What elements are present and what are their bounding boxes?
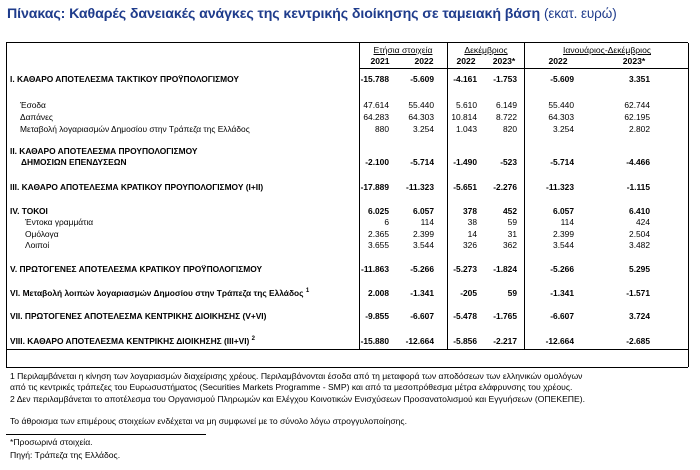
column-separator <box>524 43 525 349</box>
header-rule <box>359 68 688 69</box>
row-label: VII. ΠΡΩΤΟΓΕΝΕΣ ΑΠΟΤΕΛΕΣΜΑ ΚΕΝΤΡΙΚΗΣ ΔΙΟΙΚΗΣΗΣ (V+VI) <box>10 311 267 321</box>
cell-value: 3.724 <box>629 311 650 321</box>
cell-value: 2.008 <box>368 288 389 298</box>
cell-value: 38 <box>467 217 477 227</box>
title-text: Πίνακας: Καθαρές δανειακές ανάγκες της κεντρικής διοίκησης σε ταμειακή βάση <box>7 6 541 22</box>
row-label: III. ΚΑΘΑΡΟ ΑΠΟΤΕΛΕΣΜΑ ΚΡΑΤΙΚΟΥ ΠΡΟΥΠΟΛΟΓΙΣΜΟΥ (I+II) <box>10 182 264 192</box>
cell-value: 59 <box>507 217 517 227</box>
cell-value: 114 <box>560 217 574 227</box>
row-label: II. ΚΑΘΑΡΟ ΑΠΟΤΕΛΕΣΜΑ ΠΡΟΥΠΟΛΟΓΙΣΜΟΥ <box>10 146 198 156</box>
cell-value: -4.161 <box>453 74 477 84</box>
cell-value: 5.295 <box>629 264 650 274</box>
cell-value: 8.722 <box>496 112 517 122</box>
cell-value: 3.482 <box>629 240 650 250</box>
cell-value: 62.195 <box>624 112 650 122</box>
cell-value: -1.490 <box>453 157 477 167</box>
cell-value: 326 <box>463 240 477 250</box>
cell-value: 3.544 <box>413 240 434 250</box>
cell-value: 114 <box>420 217 434 227</box>
table-row <box>0 157 700 168</box>
table-row <box>0 74 700 85</box>
cell-value: -2.276 <box>493 182 517 192</box>
table-row <box>0 206 700 217</box>
cell-value: 362 <box>503 240 517 250</box>
table-row <box>0 182 700 193</box>
cell-value: -1.341 <box>410 288 434 298</box>
table-row <box>0 217 700 228</box>
cell-value: -5.714 <box>550 157 574 167</box>
row-label: Ομόλογα <box>25 229 59 239</box>
cell-value: -6.607 <box>410 311 434 321</box>
header-jan-dec: Ιανουάριος-Δεκέμβριος <box>563 45 651 55</box>
provisional-note: *Προσωρινά στοιχεία. <box>10 437 93 447</box>
cell-value: -1.753 <box>493 74 517 84</box>
title-unit: (εκατ. ευρώ) <box>543 6 617 21</box>
header-annual: Ετήσια στοιχεία <box>373 45 433 55</box>
cell-value: -11.323 <box>406 182 434 192</box>
cell-value: 820 <box>503 124 517 134</box>
cell-value: 31 <box>507 229 517 239</box>
cell-value: 64.283 <box>363 112 389 122</box>
cell-value: -5.273 <box>453 264 477 274</box>
source-note: Πηγή: Τράπεζα της Ελλάδος. <box>10 450 121 460</box>
cell-value: 2.399 <box>553 229 574 239</box>
cell-value: 55.440 <box>408 100 434 110</box>
row-label-text: VI. Μεταβολή λοιπών λογαριασμών Δημοσίου στην Τράπεζα της Ελλάδος <box>10 288 304 298</box>
cell-value: 62.744 <box>624 100 650 110</box>
cell-value: 10.814 <box>451 112 477 122</box>
row-label <box>10 288 309 298</box>
cell-value: -523 <box>500 157 517 167</box>
cell-value: -12.664 <box>545 336 574 346</box>
cell-value: -5.856 <box>453 336 477 346</box>
cell-value: 1.043 <box>456 124 477 134</box>
cell-value: 424 <box>636 217 650 227</box>
cell-value: -1.115 <box>626 182 650 192</box>
row-label-text: VIII. ΚΑΘΑΡΟ ΑΠΟΤΕΛΕΣΜΑ ΚΕΝΤΡΙΚΗΣ ΔΙΟΙΚΗΣΗΣ (III+VI) <box>10 336 250 346</box>
cell-value: 64.303 <box>408 112 434 122</box>
cell-value: -2.685 <box>626 336 650 346</box>
cell-value: -1.341 <box>550 288 574 298</box>
cell-value: 5.610 <box>456 100 477 110</box>
notes-separator <box>6 434 206 435</box>
row-label: Δαπάνες <box>20 112 53 122</box>
cell-value: 2.504 <box>629 229 650 239</box>
cell-value: 2.399 <box>413 229 434 239</box>
header-year: 2023* <box>622 56 646 66</box>
cell-value: -5.478 <box>453 311 477 321</box>
table-row <box>0 229 700 240</box>
footnote-1-line-1: 1 Περιλαμβάνεται η κίνηση των λογαριασμών διαχείρισης χρέους. Περιλαμβάνονται έσοδα από τη μεταφορά των αποδόσεων των ελληνικών ομολόγων <box>10 371 583 381</box>
table-row <box>0 264 700 275</box>
table-row-label-line <box>0 146 700 157</box>
cell-value: -5.714 <box>410 157 434 167</box>
cell-value: -12.664 <box>405 336 434 346</box>
cell-value: 378 <box>463 206 477 216</box>
cell-value: -11.323 <box>546 182 574 192</box>
cell-value: -2.217 <box>493 336 517 346</box>
cell-value: -1.765 <box>493 311 517 321</box>
cell-value: 3.254 <box>553 124 574 134</box>
footnote-2: 2 Δεν περιλαμβάνεται το αποτέλεσμα του Οργανισμού Πληρωμών και Ελέγχου Κοινοτικών Ενισχύσεων Προσανατολισμού και Εγγυήσεων (ΟΠΕΚΕΠΕ). <box>10 394 585 404</box>
cell-value: -5.266 <box>550 264 574 274</box>
table-top-border <box>6 42 688 43</box>
cell-value: -5.651 <box>453 182 477 192</box>
table-row <box>0 336 700 347</box>
cell-value: 2.802 <box>629 124 650 134</box>
cell-value: -9.855 <box>365 311 389 321</box>
cell-value: 6.057 <box>553 206 574 216</box>
footnote-marker: 2 <box>251 336 255 343</box>
cell-value: -5.266 <box>410 264 434 274</box>
cell-value: -15.788 <box>360 74 389 84</box>
cell-value: -11.863 <box>361 264 389 274</box>
row-label: IV. ΤΟΚΟΙ <box>10 206 48 216</box>
row-label: Έντοκα γραμμάτια <box>25 217 94 227</box>
row-label: Μεταβολή λογαριασμών Δημοσίου στην Τράπεζα της Ελλάδος <box>20 124 250 134</box>
table-row <box>0 311 700 322</box>
cell-value: 3.655 <box>368 240 389 250</box>
cell-value: 47.614 <box>363 100 389 110</box>
cell-value: 6.025 <box>368 206 389 216</box>
header-year: 2022 <box>414 56 434 66</box>
row-label <box>10 336 255 346</box>
cell-value: -1.824 <box>493 264 517 274</box>
cell-value: -6.607 <box>550 311 574 321</box>
cell-value: 3.351 <box>629 74 650 84</box>
header-year: 2022 <box>548 56 568 66</box>
cell-value: 6 <box>384 217 389 227</box>
table-bottom-border <box>6 367 688 368</box>
table-row <box>0 240 700 251</box>
rounding-note: Το άθροισμα των επιμέρους στοιχείων ενδέχεται να μη συμφωνεί με το σύνολο λόγω στρογγυλοποίησης. <box>10 416 407 426</box>
row-label: Έσοδα <box>20 100 46 110</box>
table-row <box>0 124 700 135</box>
cell-value: -205 <box>460 288 477 298</box>
row-label: I. ΚΑΘΑΡΟ ΑΠΟΤΕΛΕΣΜΑ ΤΑΚΤΙΚΟΥ ΠΡΟΫΠΟΛΟΓΙΣΜΟΥ <box>10 74 239 84</box>
cell-value: -2.100 <box>365 157 389 167</box>
cell-value: 6.149 <box>496 100 517 110</box>
row-label: Λοιποί <box>25 240 50 250</box>
table-data-bottom-rule <box>6 349 688 350</box>
footnote-marker: 1 <box>305 288 310 295</box>
column-separator <box>447 43 448 349</box>
cell-value: 452 <box>503 206 517 216</box>
cell-value: -17.889 <box>360 182 389 192</box>
row-label-continued: ΔΗΜΟΣΙΩΝ ΕΠΕΝΔΥΣΕΩΝ <box>21 157 127 167</box>
header-year: 2021 <box>370 56 390 66</box>
cell-value: -4.466 <box>626 157 650 167</box>
cell-value: -15.880 <box>360 336 389 346</box>
cell-value: 14 <box>467 229 477 239</box>
header-year: 2023* <box>492 56 516 66</box>
cell-value: -5.609 <box>550 74 574 84</box>
table-row <box>0 288 700 299</box>
row-label: V. ΠΡΩΤΟΓΕΝΕΣ ΑΠΟΤΕΛΕΣΜΑ ΚΡΑΤΙΚΟΥ ΠΡΟΫΠΟΛΟΓΙΣΜΟΥ <box>10 264 263 274</box>
cell-value: -1.571 <box>626 288 650 298</box>
cell-value: 64.303 <box>548 112 574 122</box>
cell-value: 55.440 <box>548 100 574 110</box>
cell-value: 6.057 <box>413 206 434 216</box>
table-row <box>0 100 700 111</box>
header-december: Δεκέμβριος <box>464 45 508 55</box>
cell-value: 59 <box>507 288 517 298</box>
cell-value: 3.254 <box>413 124 434 134</box>
footnote-1-line-2: από τις κεντρικές τράπεζες του Ευρωσυστήματος (Securities Markets Programme - SMP) και από τα μεσοπρόθεσμα μέτρα ελάφρυνσης του χρέους. <box>10 382 573 392</box>
table-row <box>0 112 700 123</box>
cell-value: -5.609 <box>410 74 434 84</box>
cell-value: 880 <box>375 124 389 134</box>
cell-value: 6.410 <box>629 206 650 216</box>
header-year: 2022 <box>456 56 476 66</box>
cell-value: 3.544 <box>553 240 574 250</box>
table-title <box>7 6 697 22</box>
column-separator <box>359 43 360 349</box>
cell-value: 2.365 <box>368 229 389 239</box>
